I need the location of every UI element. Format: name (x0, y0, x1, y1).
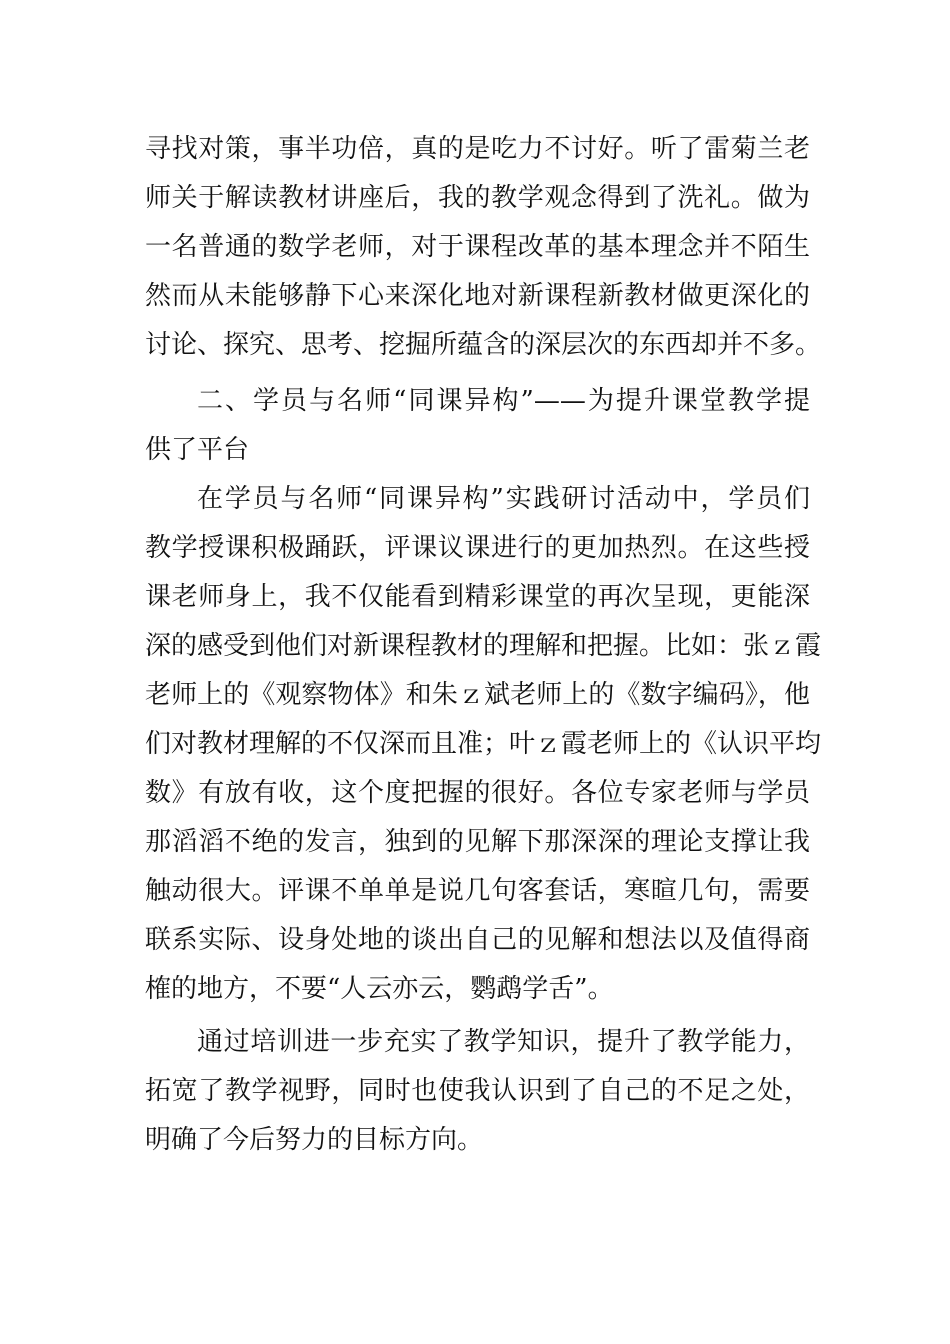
text-line: 明确了今后努力的目标方向。 (145, 1125, 484, 1155)
text-line: 榷的地方，不要“人云亦云，鹦鹉学舌”。 (145, 974, 614, 1004)
text-line: 触动很大。评课不单单是说几句客套话，寒暄几句，需要 (145, 876, 810, 906)
text-line: 教学授课积极踊跃，评课议课进行的更加热烈。在这些授 (145, 533, 810, 563)
paragraph-same-lesson (145, 475, 822, 1014)
text-line: 寻找对策，事半功倍，真的是吃力不讨好。听了雷菊兰老 (145, 134, 810, 164)
text-line: 供了平台 (145, 435, 250, 465)
text-line: 课老师身上，我不仅能看到精彩课堂的再次呈现，更能深 (145, 582, 810, 612)
text-line: 拓宽了教学视野，同时也使我认识到了自己的不足之处， (145, 1076, 810, 1106)
text-line: 师关于解读教材讲座后，我的教学观念得到了洗礼。做为 (145, 183, 810, 213)
text-line: 老师上的《观察物体》和朱ｚ斌老师上的《数字编码》，他 (145, 680, 810, 710)
text-line: 们对教材理解的不仅深而且准；叶ｚ霞老师上的《认识平均 (145, 729, 822, 759)
text-line: 然而从未能够静下心来深化地对新课程新教材做更深化的 (145, 281, 810, 311)
text-line: 二、学员与名师“同课异构”——为提升课堂教学提 (197, 386, 810, 416)
text-line: 在学员与名师“同课异构”实践研讨活动中，学员们 (197, 484, 810, 514)
text-line: 那滔滔不绝的发言，独到的见解下那深深的理论支撑让我 (145, 827, 810, 857)
text-line: 一名普通的数学老师，对于课程改革的基本理念并不陌生 (145, 232, 810, 262)
text-line: 深的感受到他们对新课程教材的理解和把握。比如：张ｚ霞 (145, 631, 822, 661)
text-line: 数》有放有收，这个度把握的很好。各位专家老师与学员 (145, 778, 810, 808)
text-line: 讨论、探究、思考、挖掘所蕴含的深层次的东西却并不多。 (145, 330, 822, 360)
paragraph-continued (145, 125, 822, 370)
text-line: 通过培训进一步充实了教学知识，提升了教学能力， (197, 1027, 810, 1057)
paragraph-conclusion (145, 1018, 810, 1165)
text-line: 联系实际、设身处地的谈出自己的见解和想法以及值得商 (145, 925, 810, 955)
section-heading-2 (145, 377, 810, 475)
